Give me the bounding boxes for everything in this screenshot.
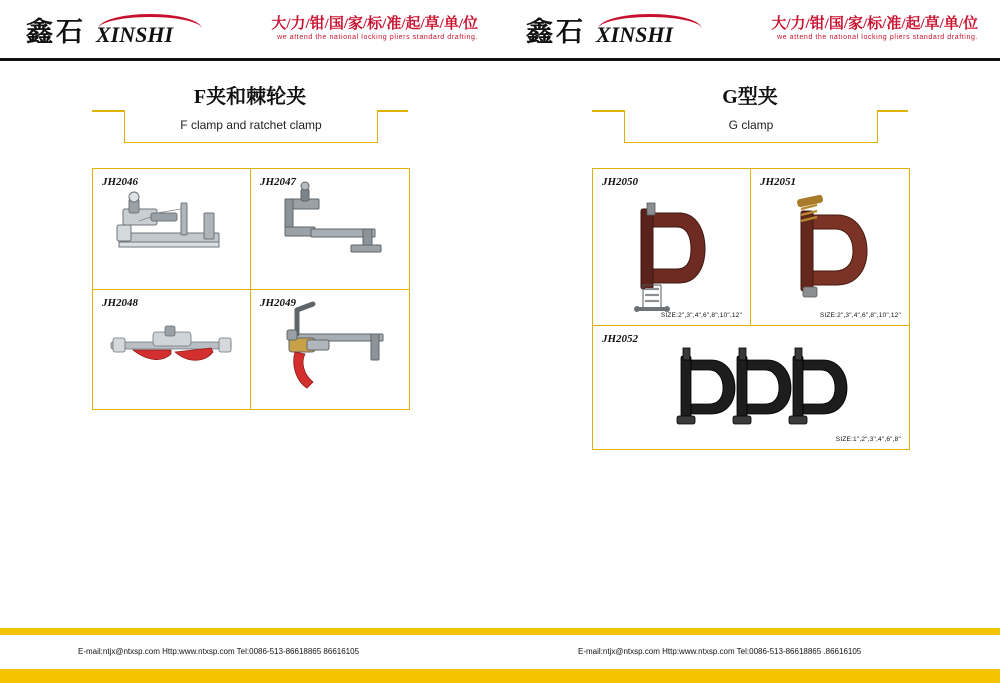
product-cell-jh2051[interactable] <box>751 169 909 325</box>
product-cell-jh2049[interactable] <box>251 290 409 409</box>
header-right <box>500 0 1000 58</box>
product-size-jh2050: SIZE:2",3",4",6",8",10",12" <box>660 312 742 319</box>
panel-g-clamp <box>500 58 1000 628</box>
slogan-chinese-2: 大/力/钳/国/家/标/准/起/草/单/位 <box>771 16 978 32</box>
header-left <box>0 0 500 58</box>
product-image-jh2052 <box>593 326 909 449</box>
footer-accent-bar-top <box>0 628 1000 635</box>
page-footer <box>0 628 1000 683</box>
product-image-jh2050 <box>593 169 750 325</box>
product-cell-jh2046[interactable] <box>93 169 250 289</box>
brand-chinese-name: 鑫石 <box>26 17 86 47</box>
product-cell-jh2050[interactable] <box>593 169 750 325</box>
footer-contact-left: E-mail:ntjx@ntxsp.com Http:www.ntxsp.com Tel:0086-513-86618865 86616105 <box>78 647 360 656</box>
product-image-jh2051 <box>751 169 909 325</box>
brand-chinese-name-2: 鑫石 <box>526 17 586 47</box>
product-grid-right <box>592 168 910 450</box>
panel-f-clamp <box>0 58 500 628</box>
panel-title-cn-left: F夹和棘轮夹 <box>193 86 307 108</box>
subtitle-box-right <box>624 110 878 143</box>
product-code-jh2048: JH2048 <box>102 297 139 309</box>
slogan-english-2: we attend the national locking pliers standard drafting. <box>777 34 978 41</box>
brand-logo <box>96 14 206 48</box>
product-size-jh2051: SIZE:2",3",4",6",8",10",12" <box>819 312 901 319</box>
slogan-english: we attend the national locking pliers standard drafting. <box>277 34 478 41</box>
slogan-chinese: 大/力/钳/国/家/标/准/起/草/单/位 <box>271 16 478 32</box>
product-cell-jh2052[interactable] <box>593 326 909 449</box>
panel-title-cn-right: G型夹 <box>722 86 778 108</box>
brand-logo-2 <box>596 14 706 48</box>
product-code-jh2046: JH2046 <box>102 176 139 188</box>
panel-title-en-right: G clamp <box>728 118 774 132</box>
footer-contact-right: E-mail:ntjx@ntxsp.com Http:www.ntxsp.com Tel:0086-513-86618865 .86616105 <box>578 647 862 656</box>
subtitle-box-left <box>124 110 378 143</box>
product-code-jh2049: JH2049 <box>260 297 297 309</box>
product-grid-left <box>92 168 410 410</box>
product-code-jh2047: JH2047 <box>260 176 297 188</box>
panel-title-en-left: F clamp and ratchet clamp <box>180 118 322 132</box>
brand-latin-name: XINSHI <box>96 22 174 47</box>
product-code-jh2052: JH2052 <box>602 333 639 345</box>
footer-contact-row <box>0 635 1000 670</box>
product-cell-jh2048[interactable] <box>93 290 250 409</box>
page-header <box>0 0 1000 61</box>
product-code-jh2050: JH2050 <box>602 176 639 188</box>
brand-latin-name-2: XINSHI <box>596 22 674 47</box>
product-code-jh2051: JH2051 <box>760 176 797 188</box>
footer-accent-bar-bottom <box>0 669 1000 683</box>
product-size-jh2052: SIZE:1",2",3",4",6",8" <box>835 436 901 443</box>
product-cell-jh2047[interactable] <box>251 169 409 289</box>
